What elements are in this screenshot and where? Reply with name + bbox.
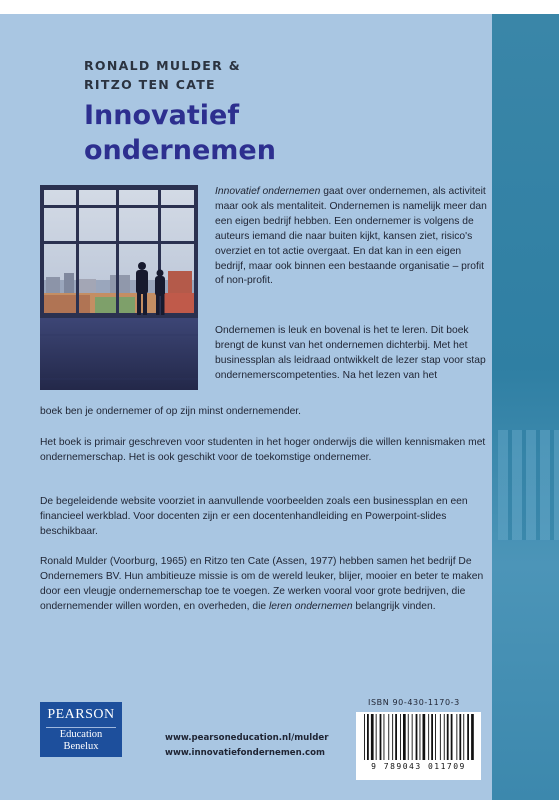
- paragraph-intro-text: gaat over ondernemen, als activiteit maar ook als mentaliteit. Ondernemen is namelijk meer dan een eigen bedrijf hebben. Een ondernemer is volgens de auteurs iemand die naar buiten kijkt, kansen ziet, risico's overziet en tot actie overgaat. En dat kan in een eigen bedrijf, maar ook binnen een bestaande organisatie – profit of non-profit.: [215, 186, 487, 287]
- barcode-bar: [388, 714, 389, 760]
- author-line-2: RITZO TEN CATE: [84, 77, 216, 92]
- barcode-bar: [431, 714, 433, 760]
- top-margin: [0, 0, 559, 14]
- url-book[interactable]: www.innovatiefondernemen.com: [165, 748, 325, 758]
- barcode-bar: [392, 714, 393, 760]
- barcode-bar: [451, 714, 453, 760]
- book-title-inline: Innovatief ondernemen: [215, 186, 321, 197]
- barcode-bar: [420, 714, 421, 760]
- pearson-logo-name: PEARSON: [47, 707, 115, 722]
- barcode-bar: [395, 714, 397, 760]
- pearson-logo-sub-1: Education: [59, 729, 103, 740]
- barcode-bar: [380, 714, 382, 760]
- barcode-bar: [471, 714, 474, 760]
- paragraph-website: De begeleidende website voorziet in aanvullende voorbeelden zoals een businessplan en een financieel werkblad. Voor docenten zijn er een docentenhandleiding en Powerpoint-slides beschikbaar.: [40, 496, 468, 537]
- barcode-bar: [371, 714, 374, 760]
- barcode-bar: [364, 714, 365, 760]
- author-line-1: RONALD MULDER &: [84, 58, 241, 73]
- barcode-bars: [356, 712, 481, 762]
- pearson-logo-rule: [46, 727, 116, 728]
- barcode-bar: [384, 714, 385, 760]
- bio-text-2: belangrijk vinden.: [352, 600, 436, 612]
- barcode-bar: [423, 714, 426, 760]
- title-line-1: Innovatief: [84, 100, 240, 131]
- barcode-bar: [459, 714, 461, 760]
- barcode-bar: [467, 714, 469, 760]
- title-line-2: ondernemen: [84, 135, 276, 166]
- book-title: [84, 98, 276, 168]
- paragraph-intro: [215, 185, 487, 289]
- pearson-logo-sub-2: Benelux: [63, 741, 99, 752]
- barcode-bar: [412, 714, 413, 760]
- paragraph-authors-bio: [40, 555, 490, 615]
- barcode-bar: [456, 714, 457, 760]
- barcode-bar: [463, 714, 464, 760]
- spine-window-pattern: [498, 430, 559, 540]
- paragraph-audience: Het boek is primair geschreven voor studenten in het hoger onderwijs die willen kennismaken met ondernemerschap. Het is ook geschikt voor de toekomstige ondernemer.: [40, 437, 486, 463]
- barcode-bar: [435, 714, 436, 760]
- url-pearson[interactable]: www.pearsoneducation.nl/mulder: [165, 733, 329, 743]
- barcode-bar: [403, 714, 406, 760]
- barcode-bar: [447, 714, 449, 760]
- barcode-digits: 9 789043 011709: [356, 762, 481, 771]
- barcode-bar: [416, 714, 418, 760]
- website-urls: [165, 731, 328, 761]
- isbn-number: ISBN 90-430-1170-3: [368, 698, 460, 707]
- paragraph-learning-continued: boek ben je ondernemer of op zijn minst ondernemender.: [40, 406, 302, 417]
- barcode-bar: [367, 714, 369, 760]
- barcode-bar: [400, 714, 401, 760]
- bio-text-1: Ronald Mulder (Voorburg, 1965) en Ritzo ten Cate (Assen, 1977) hebben samen het bedrijf De Ondernemers BV. Hun ambitieuze missie is om de wereld leuker, blijer, mooier en beter te maken door een vleugje ondernemerschap toe te voegen. Ze werken vooral voor grote bedrijven, die ondernemender willen worden, en overheden, die: [40, 556, 484, 612]
- authors: [84, 56, 241, 94]
- barcode-bar: [428, 714, 429, 760]
- paragraph-learning: Ondernemen is leuk en bovenal is het te leren. Dit boek brengt de kunst van het ondernemen dichterbij. Met het businessplan als leidraad ontwikkelt de lezer stap voor stap ondernemerscompetenties. Na het lezen van het: [215, 325, 486, 381]
- office-window-photo: [40, 185, 198, 390]
- barcode-bar: [444, 714, 445, 760]
- pearson-logo-sub: [40, 729, 122, 753]
- spine-strip: [492, 14, 559, 800]
- cover-photo: [40, 185, 198, 390]
- barcode-bar: [408, 714, 409, 760]
- barcode-bar: [440, 714, 441, 760]
- barcode-bar: [376, 714, 377, 760]
- bio-italic: leren ondernemen: [268, 600, 353, 612]
- pearson-logo: [40, 702, 122, 757]
